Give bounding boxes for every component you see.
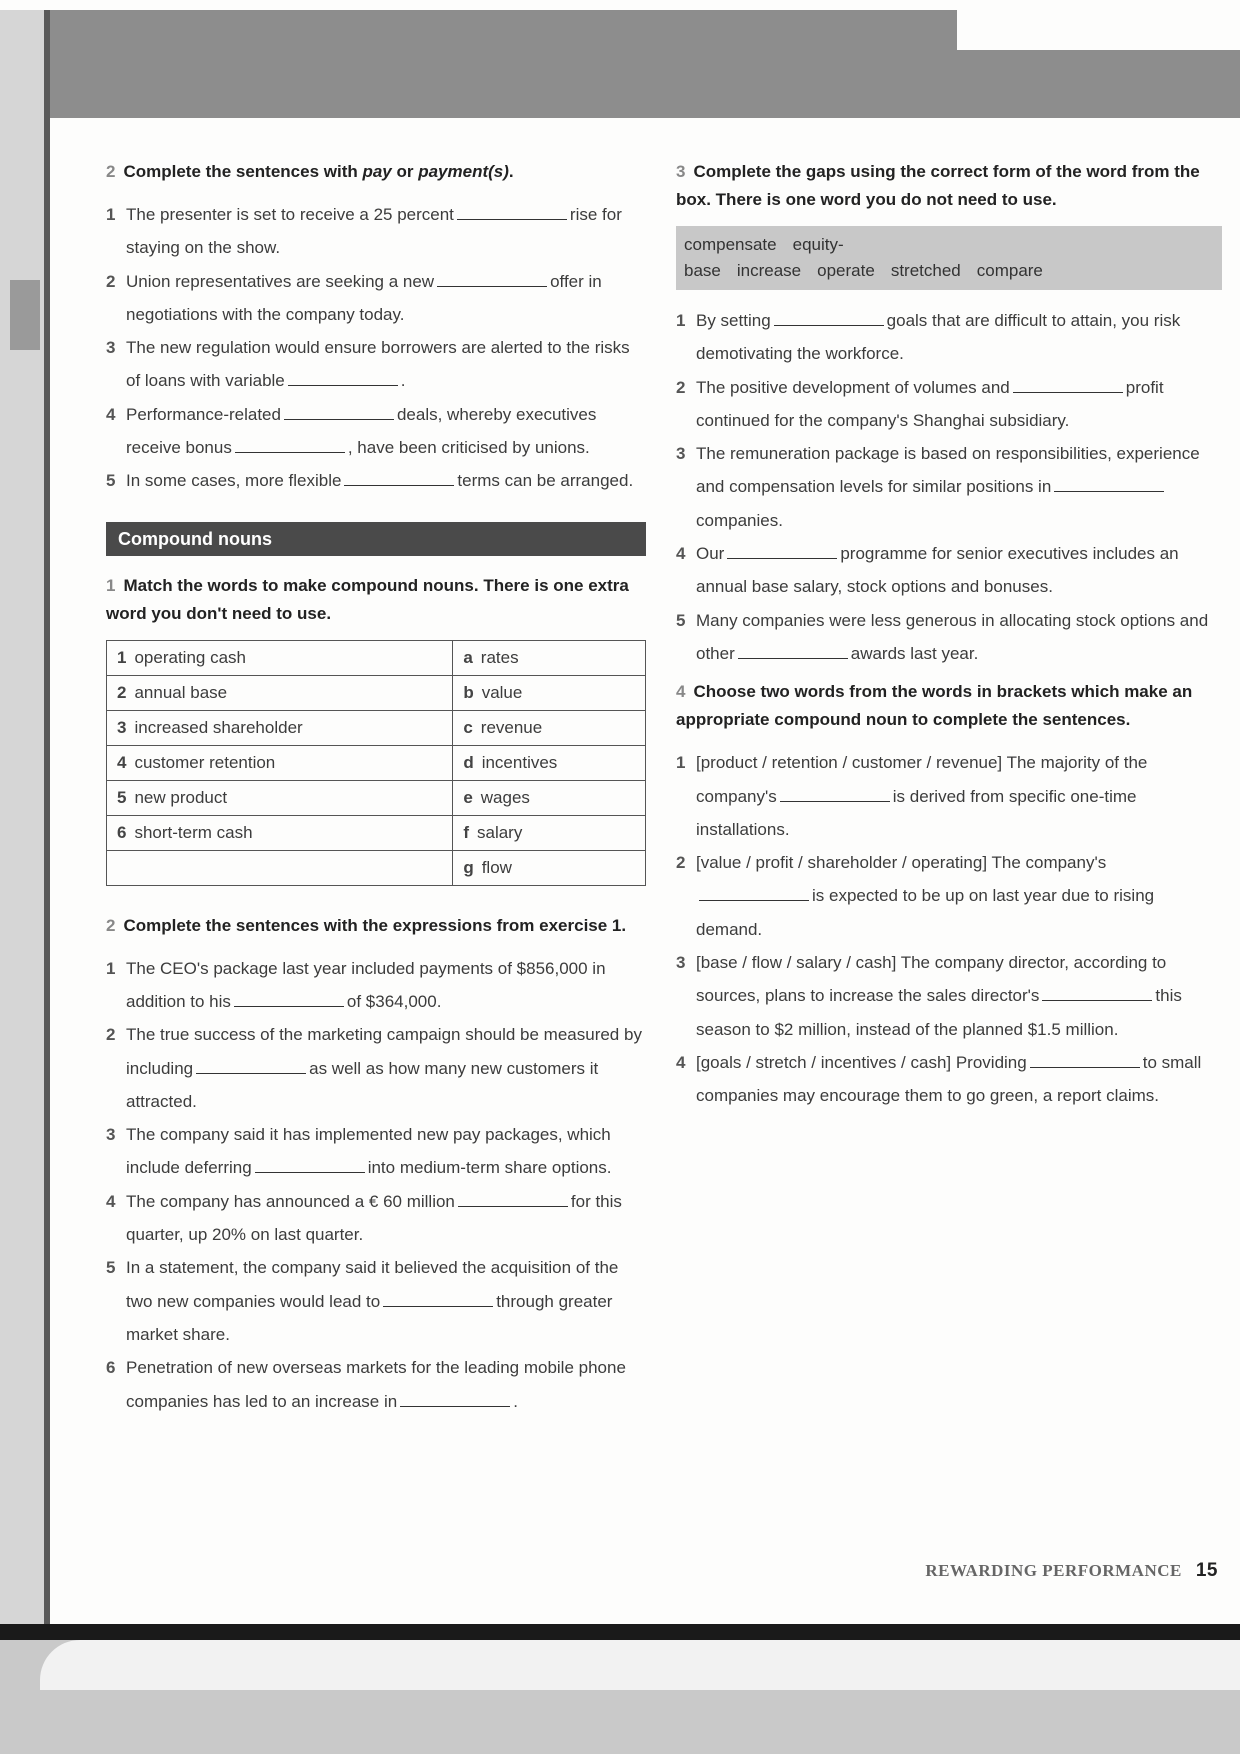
exercise-item: 5 In a statement, the company said it believed the acquisition of the two new companies would lead to through greater market share. [106,1258,619,1344]
answer-gap[interactable] [458,1189,568,1207]
compound-first-word: 2 annual base [107,675,453,710]
exercise-4-list [676,746,1222,1112]
answer-gap[interactable] [738,641,848,659]
page-binding-line [44,10,50,1630]
header-band [0,10,1240,118]
answer-gap[interactable] [1030,1050,1140,1068]
word-option: operate [817,261,875,280]
exercise-item: 4 The company has announced a € 60 million for this quarter, up 20% on last quarter. [106,1185,646,1252]
answer-gap[interactable] [235,435,345,453]
exercise-number: 2 [106,162,116,181]
footer-band [0,1624,1240,1754]
exercise-item: 4 [goals / stretch / incentives / cash] Providing to small companies may encourage them to go green, a report claims. [676,1046,1222,1113]
exercise-item: 2 Union representatives are seeking a new offer in negotiations with the company today. [106,265,646,332]
answer-gap[interactable] [383,1289,493,1307]
page-number: 15 [1195,1560,1218,1581]
exercise-item: 3 The new regulation would ensure borrowers are alerted to the risks of loans with variable . [106,338,630,391]
answer-gap[interactable] [196,1056,306,1074]
compound-first-word: 6 short-term cash [107,815,453,850]
section-title: Compound nouns [106,522,646,556]
answer-gap[interactable] [1013,375,1123,393]
exercise-3-list [676,304,1222,670]
table-row [107,710,646,745]
exercise-item: 3 The remuneration package is based on responsibilities, experience and compensation levels for similar positions incompanies. [676,444,1200,530]
exercise-item: 2 [value / profit / shareholder / operating] The company'sis expected to be up on last year due to rising demand. [676,853,1155,939]
matching-table [106,640,646,886]
table-row [107,815,646,850]
word-option: increase [736,261,802,280]
compound-second-word: g flow [453,850,646,885]
answer-gap[interactable] [284,402,394,420]
answer-gap[interactable] [344,468,454,486]
word-option: compensate [684,235,777,254]
page-footer [925,1560,1218,1582]
exercise-item: 1 By setting goals that are difficult to attain, you risk demotivating the workforce. [676,304,1222,371]
answer-gap[interactable] [1042,983,1152,1001]
running-title: REWARDING PERFORMANCE [925,1561,1182,1580]
exercise-2-heading: 2 Complete the sentences with pay or payment(s). [106,162,514,181]
table-row [107,780,646,815]
compound-second-word: f salary [453,815,646,850]
compound-first-word: 3 increased shareholder [107,710,453,745]
exercise-item: 1 The presenter is set to receive a 25 percent rise for staying on the show. [106,198,646,265]
word-option: compare [976,261,1043,280]
exercise-3-heading: 3 Complete the gaps using the correct form of the word from the box. There is one word you do not need to use. [676,162,1200,209]
left-column [106,158,646,1418]
exercise-2b-heading: 2 Complete the sentences with the expressions from exercise 1. [106,915,627,935]
exercise-item: 3 The company said it has implemented new pay packages, which include deferring into medium-term share options. [106,1125,612,1178]
answer-gap[interactable] [1054,474,1164,492]
word-option: stretched [890,261,961,280]
exercise-4-heading: 4 Choose two words from the words in brackets which make an appropriate compound noun to complete the sentences. [676,682,1193,730]
exercise-item: 5 In some cases, more flexible terms can be arranged. [106,464,646,497]
answer-gap[interactable] [699,883,809,901]
exercise-2b-list [106,952,646,1418]
answer-gap[interactable] [457,202,567,220]
answer-gap[interactable] [437,269,547,287]
exercise-item: 2 The positive development of volumes and profit continued for the company's Shanghai subsidiary. [676,371,1222,438]
table-row [107,675,646,710]
compound-first-word: 5 new product [107,780,453,815]
table-row [107,640,646,675]
right-column [676,158,1222,1113]
exercise-item: 1 The CEO's package last year included payments of $856,000 in addition to his of $364,000. [106,958,606,1011]
exercise-item: 2 The true success of the marketing campaign should be measured by including as well as how many new customers it attracted. [106,1025,642,1111]
word-box [676,226,1222,290]
word-option: equity-base [684,235,844,280]
binding-shadow [10,280,40,350]
answer-gap[interactable] [234,989,344,1007]
exercise-item: 6 Penetration of new overseas markets for the leading mobile phone companies has led to an increase in . [106,1358,626,1411]
compound-first-word [107,850,453,885]
table-row [107,745,646,780]
compound-first-word: 1 operating cash [107,640,453,675]
compound-second-word: a rates [453,640,646,675]
answer-gap[interactable] [288,368,398,386]
page-binding-edge [0,10,46,1630]
compound-second-word: e wages [453,780,646,815]
compound-first-word: 4 customer retention [107,745,453,780]
table-row [107,850,646,885]
compound-second-word: b value [453,675,646,710]
answer-gap[interactable] [400,1389,510,1407]
compound-second-word: c revenue [453,710,646,745]
exercise-item: 5 Many companies were less generous in allocating stock options and other awards last year. [676,610,1209,663]
answer-gap[interactable] [727,541,837,559]
exercise-item: 1 [product / retention / customer / revenue] The majority of the company's is derived from specific one-time installations. [676,753,1148,839]
exercise-item: 4 Performance-related deals, whereby executives receive bonus , have been criticised by unions. [106,398,646,465]
compound-second-word: d incentives [453,745,646,780]
answer-gap[interactable] [255,1155,365,1173]
exercise-item: 4 Our programme for senior executives includes an annual base salary, stock options and bonuses. [676,537,1222,604]
answer-gap[interactable] [774,308,884,326]
exercise-item: 3 [base / flow / salary / cash] The company director, according to sources, plans to increase the sales director's this season to $2 million, instead of the planned $1.5 million. [676,953,1182,1039]
answer-gap[interactable] [780,784,890,802]
exercise-1-heading: 1 Match the words to make compound nouns. There is one extra word you don't need to use. [106,575,629,623]
exercise-2-list [106,198,646,498]
